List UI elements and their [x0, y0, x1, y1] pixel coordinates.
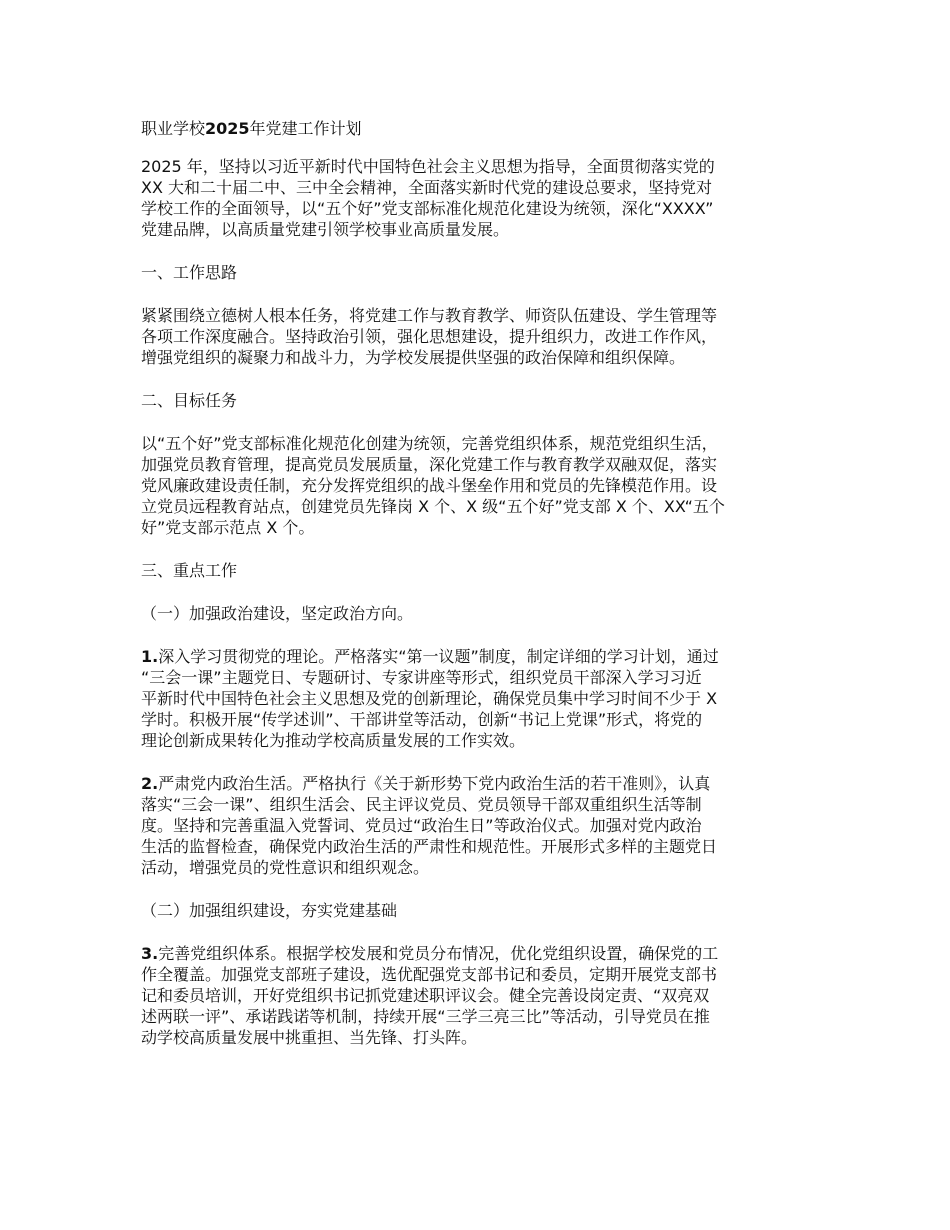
title-suffix: 年党建工作计划 [249, 119, 362, 138]
title-year: 2025 [205, 119, 250, 138]
section1-heading: 一、工作思路 [141, 263, 238, 282]
section1-line: 增强党组织的凝聚力和战斗力，为学校发展提供坚强的政治保障和组织保障。 [141, 348, 686, 367]
intro-paragraph [141, 156, 813, 240]
item1-line: 学时。积极开展“传学述训”、干部讲堂等活动，创新“书记上党课”形式，将党的 [141, 710, 703, 729]
item3-line: 作全覆盖。加强党支部班子建设，选优配强党支部书记和委员，定期开展党支部书 [141, 965, 718, 984]
item2-line: 落实“三会一课”、组织生活会、民主评议党员、党员领导干部双重组织生活等制 [141, 795, 702, 814]
document-page [141, 118, 813, 1070]
item2-line [141, 773, 813, 794]
section2-line: 党风廉政建设责任制，充分发挥党组织的战斗堡垒作用和党员的先锋模范作用。设 [141, 476, 718, 495]
item3-line: 述两联一评”、承诺践诺等机制，持续开展“三学三亮三比”等活动，引导党员在推 [141, 1007, 710, 1026]
section2-line: 好”党支部示范点 X 个。 [141, 518, 315, 537]
item3-text: 完善党组织体系。根据学校发展和党员分布情况，优化党组织设置，确保党的工 [158, 944, 719, 963]
item3-paragraph [141, 943, 813, 1048]
item2-line: 活动，增强党员的党性意识和组织观念。 [141, 858, 430, 877]
item1-paragraph [141, 646, 813, 751]
intro-line: 学校工作的全面领导，以“五个好”党支部标准化规范化建设为统领，深化“XXXX” [141, 199, 714, 218]
section2-line: 加强党员教育管理，提高党员发展质量，深化党建工作与教育教学双融双促，落实 [141, 455, 718, 474]
item3-number: 3. [141, 944, 159, 963]
intro-line: XX 大和二十届二中、三中全会精神，全面落实新时代党的建设总要求，坚持党对 [141, 178, 713, 197]
section2-line: 以“五个好”党支部标准化规范化创建为统领，完善党组织体系，规范党组织生活， [141, 434, 718, 453]
title-prefix: 职业学校 [141, 119, 206, 138]
item1-number: 1. [141, 647, 159, 666]
item1-line: 平新时代中国特色社会主义思想及党的创新理论，确保党员集中学习时间不少于 X [141, 689, 718, 708]
item3-line: 动学校高质量发展中挑重担、当先锋、打头阵。 [141, 1028, 478, 1047]
item2-paragraph [141, 773, 813, 878]
section1-line: 各项工作深度融合。坚持政治引领，强化思想建设，提升组织力，改进工作作风， [141, 327, 718, 346]
section3-heading: 三、重点工作 [141, 561, 238, 580]
item1-line: “三会一课”主题党日、专题研讨、专家讲座等形式，组织党员干部深入学习习近 [141, 668, 702, 687]
item1-line: 理论创新成果转化为推动学校高质量发展的工作实效。 [141, 731, 526, 750]
item2-line: 生活的监督检查，确保党内政治生活的严肃性和规范性。开展形式多样的主题党日 [141, 837, 718, 856]
item1-text: 深入学习贯彻党的理论。严格落实“第一议题”制度，制定详细的学习计划，通过 [158, 647, 719, 666]
item1-line [141, 646, 813, 667]
item2-number: 2. [141, 774, 159, 793]
subsection2-heading: （二）加强组织建设，夯实党建基础 [141, 901, 398, 920]
item2-text: 严肃党内政治生活。严格执行《关于新形势下党内政治生活的若干准则》，认真 [158, 774, 711, 793]
document-title [141, 118, 813, 139]
item2-line: 度。坚持和完善重温入党誓词、党员过“政治生日”等政治仪式。加强对党内政治 [141, 816, 702, 835]
intro-line: 党建品牌，以高质量党建引领学校事业高质量发展。 [141, 220, 510, 239]
section2-paragraph [141, 433, 813, 538]
item3-line: 记和委员培训，开好党组织书记抓党建述职评议会。健全完善设岗定责、“双亮双 [141, 986, 710, 1005]
section2-heading: 二、目标任务 [141, 391, 238, 410]
intro-line: 2025 年，坚持以习近平新时代中国特色社会主义思想为指导，全面贯彻落实党的 [141, 157, 715, 176]
subsection1-heading: （一）加强政治建设，坚定政治方向。 [141, 604, 414, 623]
section1-line: 紧紧围绕立德树人根本任务，将党建工作与教育教学、师资队伍建设、学生管理等 [141, 306, 718, 325]
section1-paragraph [141, 305, 813, 368]
section2-line: 立党员远程教育站点，创建党员先锋岗 X 个、X 级“五个好”党支部 X 个、XX“五个 [141, 497, 725, 516]
item3-line [141, 943, 813, 964]
